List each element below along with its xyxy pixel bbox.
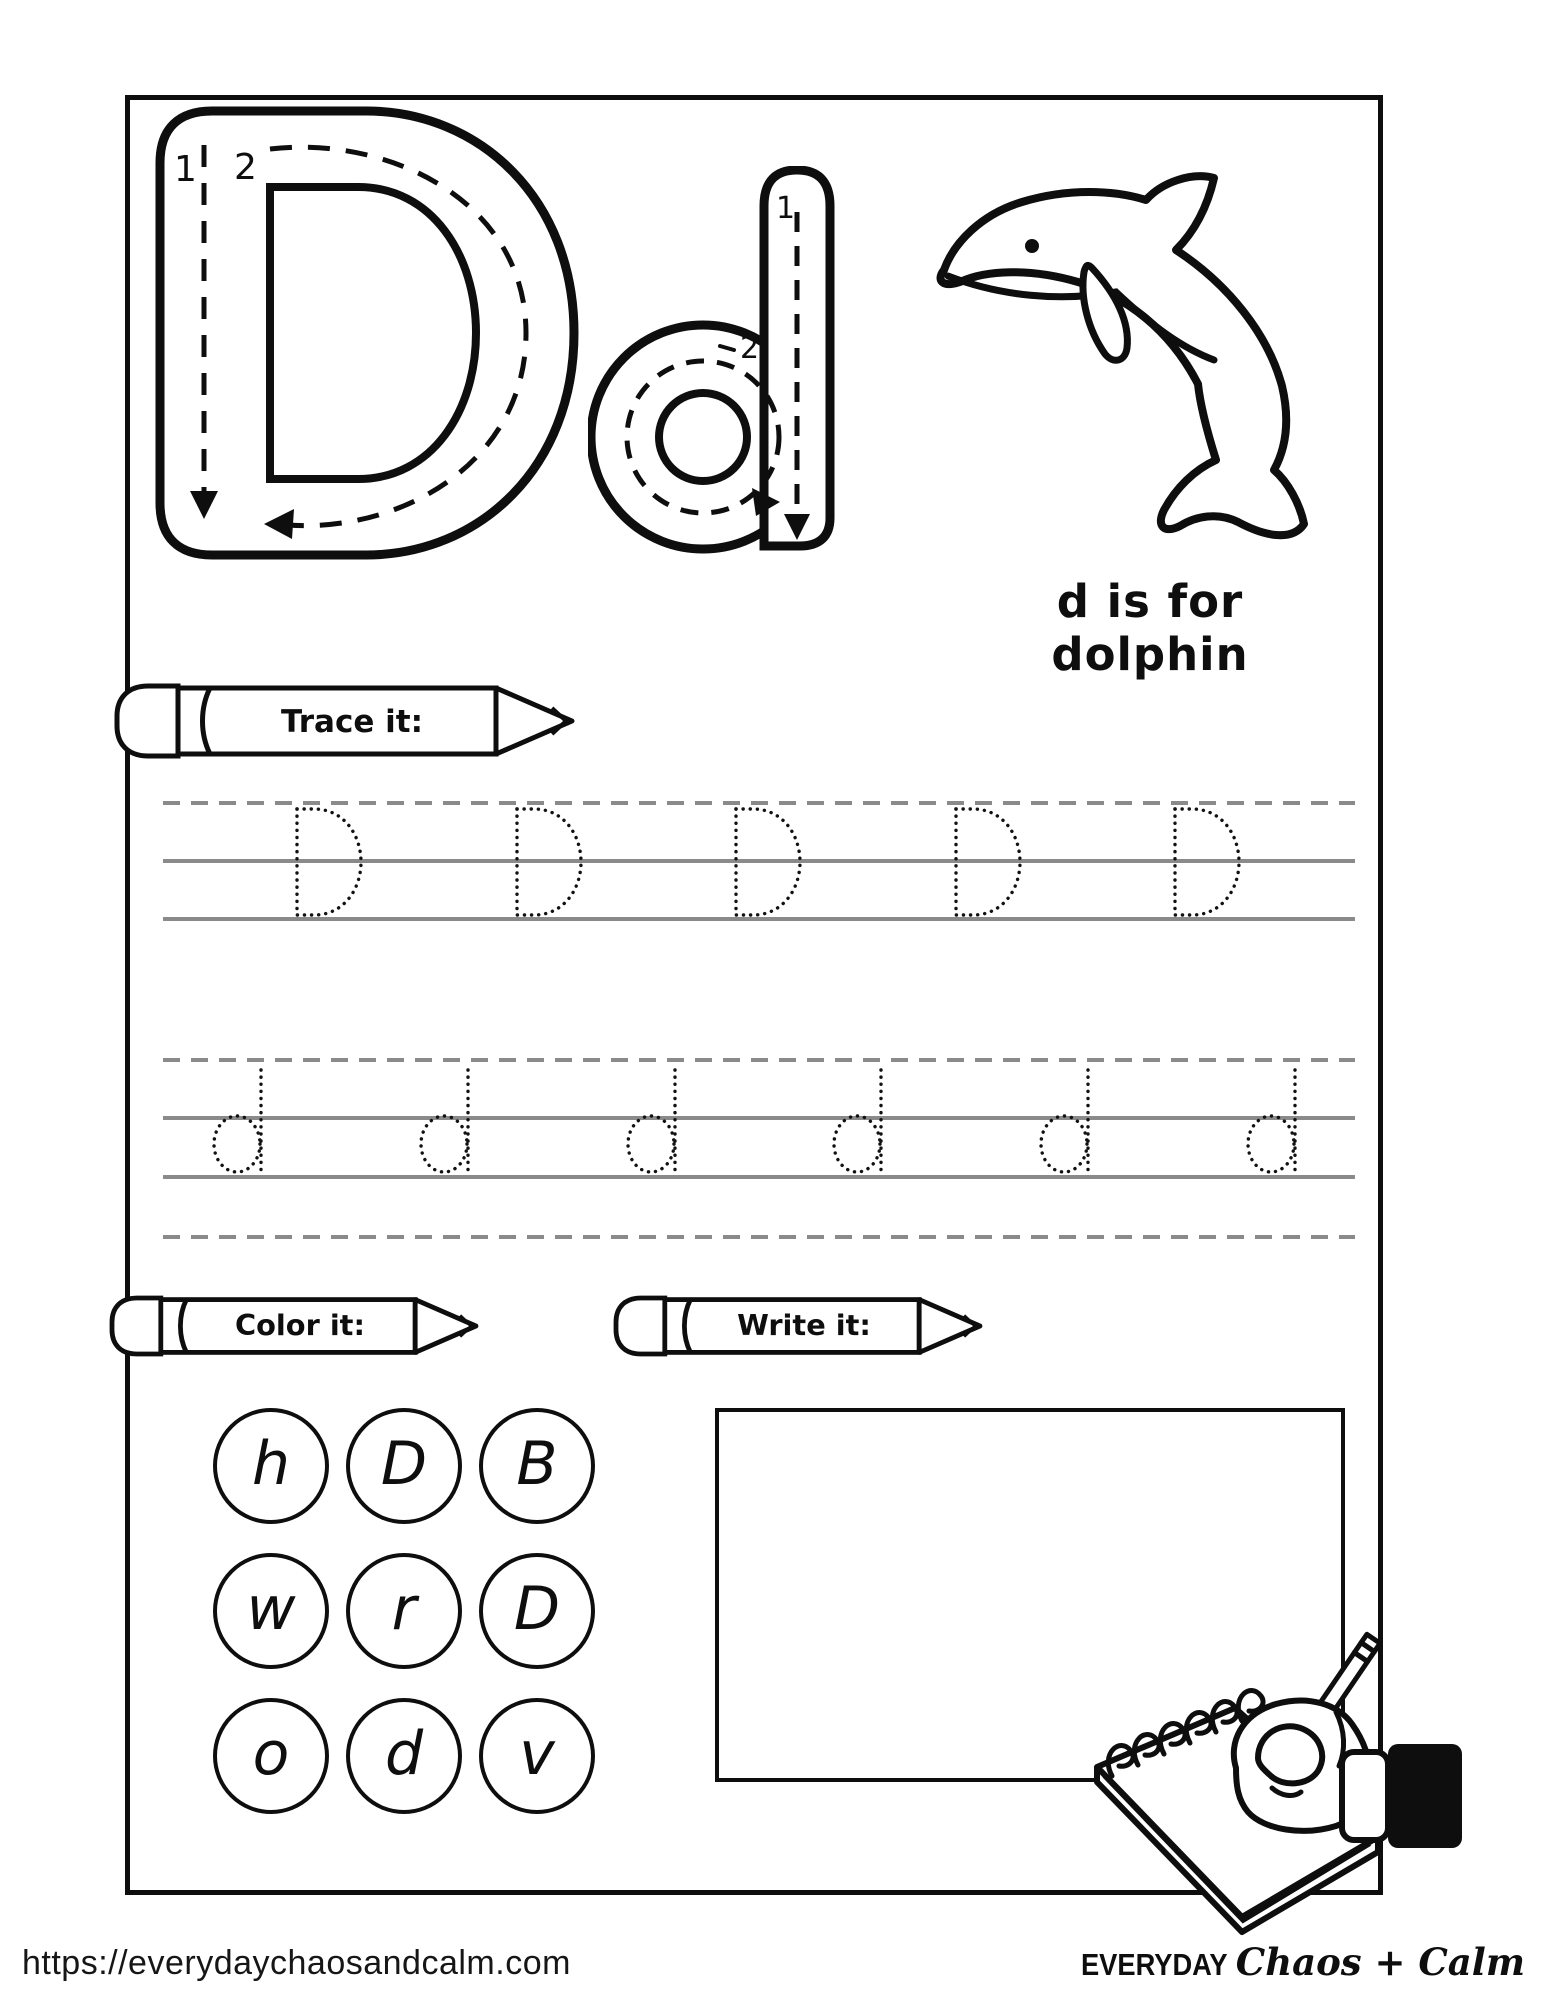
letter-circle	[479, 1553, 595, 1669]
brand-logo-bold: EVERYDAY	[1081, 1947, 1228, 1982]
stroke-number-2: 2	[234, 147, 257, 188]
trace-letter-D	[946, 801, 1024, 921]
letter-circle	[479, 1698, 595, 1814]
stroke-number-2: 2	[740, 331, 760, 366]
letter-counter-outline	[270, 187, 476, 479]
trace-letter-d	[418, 1058, 476, 1180]
letter-circle	[213, 1698, 329, 1814]
dolphin-eye	[1025, 239, 1039, 253]
letter-circle	[479, 1408, 595, 1524]
guide-line-descender	[163, 1235, 1355, 1239]
trace-letter-D	[507, 801, 585, 921]
trace-letter-D	[1165, 801, 1243, 921]
traceable-lowercase-letter	[588, 166, 838, 558]
trace-letter-d	[211, 1058, 269, 1180]
footer-url: https://everydaychaosandcalm.com	[22, 1944, 571, 1982]
letter-circle	[213, 1408, 329, 1524]
hand-writing-icon	[1040, 1590, 1462, 1942]
trace-letter-d	[831, 1058, 889, 1180]
trace-letter-d	[625, 1058, 683, 1180]
letter-circle	[346, 1698, 462, 1814]
trace-section-label: Trace it:	[281, 704, 423, 740]
crayon-icon	[112, 682, 592, 760]
sleeve	[1388, 1744, 1462, 1848]
crayon-icon	[612, 1288, 996, 1364]
trace-letter-d	[1245, 1058, 1303, 1180]
write-section-label: Write it:	[737, 1307, 871, 1342]
dolphin-illustration	[930, 170, 1320, 560]
shirt-cuff	[1342, 1752, 1388, 1840]
circle-letter: o	[252, 1719, 290, 1789]
letter-circle	[213, 1553, 329, 1669]
circle-letter: D	[513, 1574, 561, 1644]
stroke-number-1: 1	[174, 149, 197, 190]
trace-letter-D	[287, 801, 365, 921]
letter-circle	[346, 1408, 462, 1524]
caption-text: d is for dolphin	[1051, 575, 1249, 681]
trace-letter-d	[1038, 1058, 1096, 1180]
circle-letter: r	[391, 1574, 417, 1644]
circle-letter: h	[251, 1429, 291, 1499]
brand-logo-script: Chaos + Calm	[1235, 1940, 1525, 1984]
letter-bowl-counter	[659, 393, 747, 481]
letter-circle	[346, 1553, 462, 1669]
brand-logo	[1061, 1940, 1525, 1984]
trace-row-uppercase	[163, 801, 1355, 921]
circle-letter: v	[519, 1719, 555, 1789]
traceable-uppercase-letter	[148, 103, 580, 563]
trace-letter-D	[726, 801, 804, 921]
crayon-icon	[108, 1288, 492, 1364]
trace-row-lowercase	[163, 1058, 1355, 1180]
circle-letter: w	[246, 1574, 296, 1644]
circle-letter: d	[384, 1719, 424, 1789]
color-section-label: Color it:	[235, 1307, 365, 1342]
circle-letter: B	[516, 1429, 558, 1499]
stroke-number-1: 1	[776, 191, 796, 226]
circle-letter: D	[380, 1429, 428, 1499]
